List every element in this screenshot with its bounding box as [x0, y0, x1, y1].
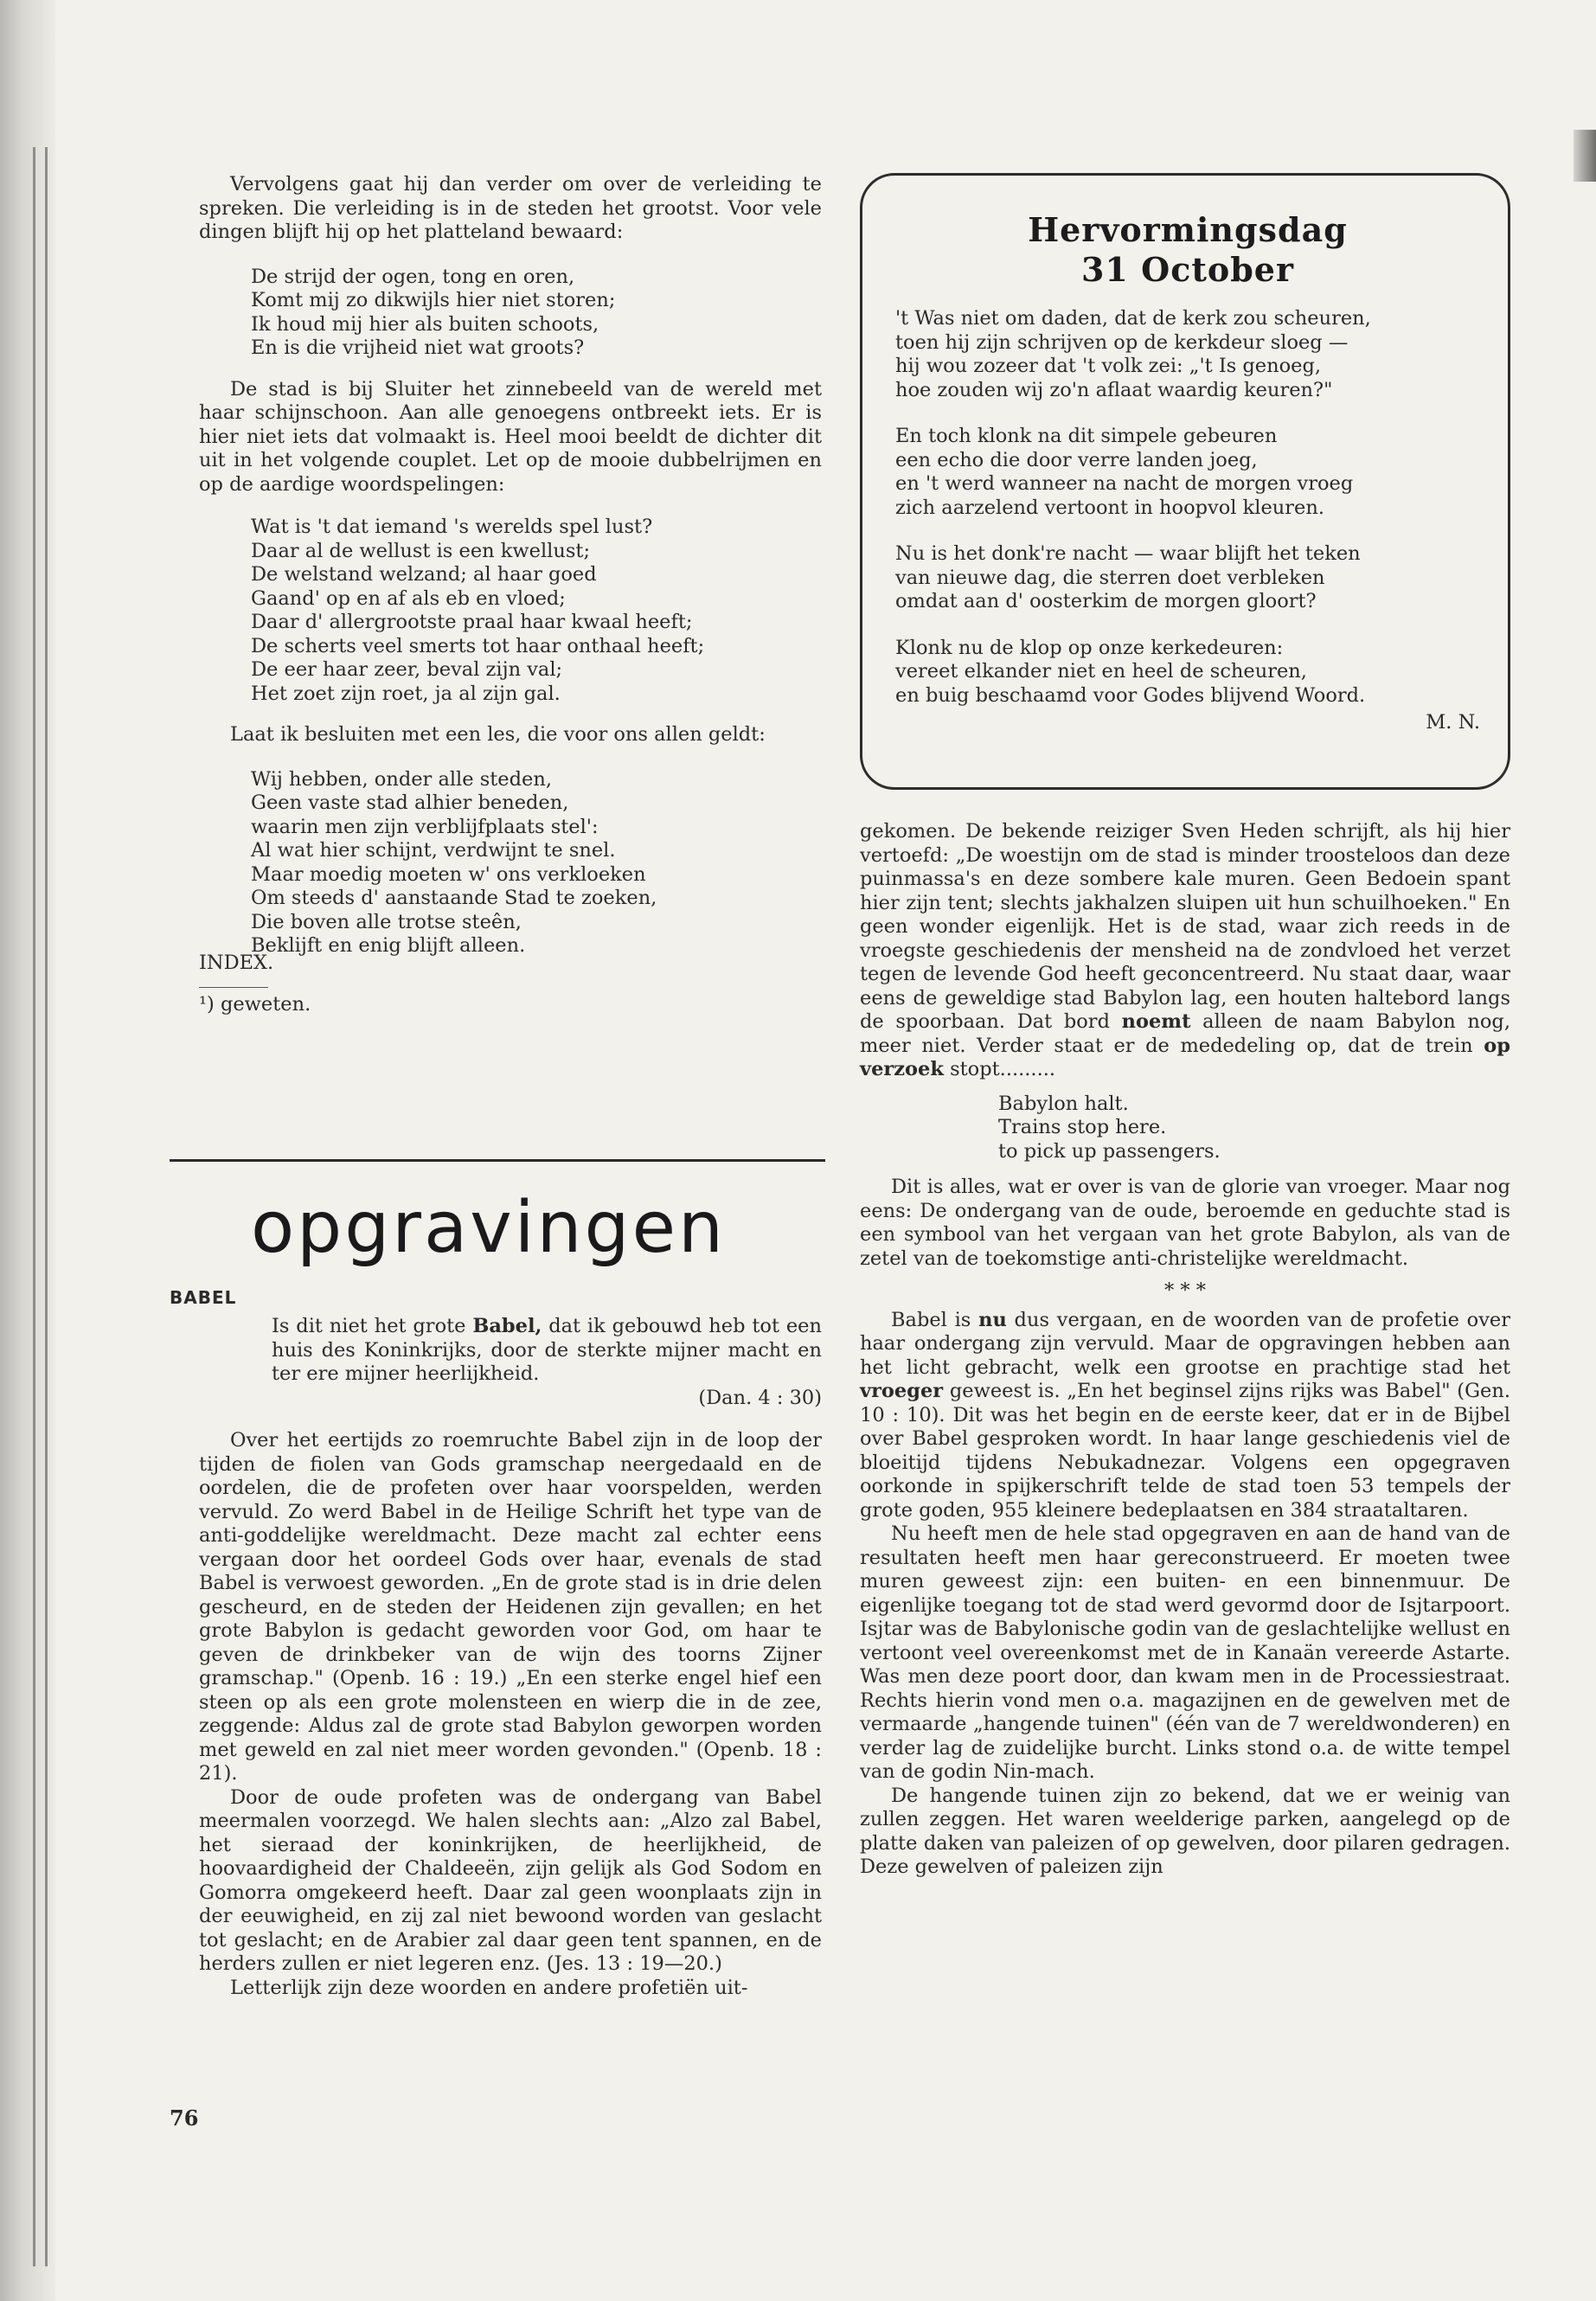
verse-line: Daar al de wellust is een kwellust;: [251, 539, 591, 562]
paragraph-text: dus vergaan, en de woorden van de profetie over haar ondergang zijn vervuld. Maar de opgravingen hebben aan het licht gebracht, welk een grootse en prachtige stad het: [860, 1308, 1510, 1379]
binding-line: [33, 147, 35, 2266]
verse-stanza: [251, 266, 822, 361]
paragraph-text: stopt.........: [943, 1058, 1056, 1080]
sign-line: Babylon halt.: [998, 1092, 1129, 1115]
verse-line: De strijd der ogen, tong en oren,: [251, 265, 575, 288]
emphasis: noemt: [1121, 1010, 1191, 1033]
poem-stanza: [895, 307, 1480, 402]
footnote: ¹) geweten.: [199, 993, 311, 1016]
paragraph: Dit is alles, wat er over is van de glorie van vroeger. Maar nog eens: De ondergang van de oude, beroemde en geduchte stad is een symbool van het vergaan van het grote Babylon, als van de zetel van de toekomstige anti-christelijke wereldmacht.: [860, 1176, 1510, 1270]
verse-line: Nu is het donk're nacht — waar blijft het teken: [895, 542, 1361, 565]
verse-line: De eer haar zeer, beval zijn val;: [251, 658, 563, 681]
poem-stanza: [895, 425, 1480, 520]
verse-line: hij wou zozeer dat 't volk zei: „'t Is genoeg,: [895, 355, 1322, 377]
poem-stanza: [895, 637, 1480, 708]
verse-line: omdat aan d' oosterkim de morgen gloort?: [895, 590, 1317, 612]
verse-line: Die boven alle trotse steên,: [251, 910, 522, 933]
verse-line: Beklijft en enig blijft alleen.: [251, 934, 526, 957]
verse-line: 't Was niet om daden, dat de kerk zou scheuren,: [895, 307, 1371, 330]
quote-bold: Babel,: [472, 1315, 542, 1337]
page-edge-shadow: [1574, 130, 1596, 182]
paragraph: [860, 1309, 1510, 1523]
verse-line: vereet elkander niet en heel de scheuren,: [895, 660, 1307, 683]
verse-line: Ik houd mij hier als buiten schoots,: [251, 312, 599, 336]
verse-line: Komt mij zo dikwijls hier niet storen;: [251, 289, 616, 311]
paragraph-text: geweest is. „En het beginsel zijns rijks was Babel" (Gen. 10 : 10). Dit was het begin en de eerste keer, dat er in de Bijbel over Babel gesproken wordt. In haar lange geschiedenis viel de bloeitijd tijdens Nebukadnezar. Volgens een opgegraven oorkonde in spijkerschrift telde de stad toen 53 tempels der grote goden, 955 kleinere bedeplaatsen en 384 straataltaren.: [860, 1380, 1510, 1522]
verse-stanza: [251, 516, 822, 706]
verse-line: en buig beschaamd voor Godes blijvend Woord.: [895, 683, 1366, 707]
right-column: [860, 820, 1510, 1880]
emphasis: vroeger: [860, 1380, 944, 1402]
quote-text: dat ik gebouwd heb tot een huis des Koninkrijks, door de sterkte mijner macht en ter ere mijner heerlijkheid.: [272, 1315, 822, 1385]
scripture-quote: [272, 1315, 822, 1410]
verse-line: toen hij zijn schrijven op de kerkdeur sloeg —: [895, 330, 1349, 354]
paragraph: Laat ik besluiten met een les, die voor ons allen geldt:: [230, 723, 766, 746]
paragraph: Vervolgens gaat hij dan verder om over de verleiding te spreken. Die verleiding is in de steden het grootst. Voor vele dingen blijft hij op het platteland bewaard:: [199, 173, 822, 243]
quote-text: Is dit niet het grote: [272, 1315, 473, 1337]
paragraph-text: Babel is: [891, 1308, 979, 1331]
paragraph: Nu heeft men de hele stad opgegraven en aan de hand van de resultaten heeft men haar gereconstrueerd. Er moeten twee muren geweest zijn: een buiten- en een binnenmuur. De eigenlijke toegang tot de stad werd gevormd door de Isjtarpoort. Isjtar was de Babylonische godin van de geslachtelijke wellust en vertoont veel overeenkomst met de in Kanaän vereerde Astarte. Was men deze poort door, dan kwam men in de Processiestraat. Rechts hierin vond men o.a. magazijnen en de gewelven met de vermaarde „hangende tuinen" (één van de 7 wereldwonderen) en verder lag de zuidelijke burcht. Links stond o.a. de witte tempel van de godin Nin-mach.: [860, 1522, 1510, 1783]
poem-box: [860, 173, 1510, 790]
emphasis: nu: [978, 1308, 1007, 1331]
left-column-bottom: [199, 1315, 822, 2000]
emphasis: op verzoek: [860, 1034, 1510, 1080]
paragraph-text: gekomen. De bekende reiziger Sven Heden schrijft, als hij hier vertoefd: „De woestijn om de stad is minder troosteloos dan deze puinmassa's en deze sombere kale muren. Geen Bedoein spant hier zijn tent; slechts jakhalzen sluipen uit hun schuilhoeken." En geen wonder eigenlijk. Het is de stad, waar zich reeds in de vroegste geschiedenis der mensheid na de zondvloed het verzet tegen de levende God heeft geconcentreerd. Nu staat daar, waar eens de geweldige stad Babylon lag, een houten haltebord langs de spoorbaan. Dat bord: [860, 820, 1510, 1033]
verse-line: Maar moedig moeten w' ons verkloeken: [251, 862, 646, 886]
verse-line: De welstand welzand; al haar goed: [251, 563, 597, 586]
section-subheading: BABEL: [170, 1287, 237, 1308]
page-binding: [0, 0, 55, 2301]
poem-title: Hervormingsdag: [1028, 210, 1348, 249]
poem-stanza: [895, 542, 1480, 614]
verse-line: Gaand' op en af als eb en vloed;: [251, 586, 566, 610]
quote-reference: (Dan. 4 : 30): [698, 1386, 822, 1409]
binding-line: [45, 147, 48, 2266]
section-rule: [170, 1159, 825, 1162]
sign-line: Trains stop here.: [998, 1116, 1167, 1138]
verse-line: Het zoet zijn roet, ja al zijn gal.: [251, 682, 561, 705]
paragraph: De stad is bij Sluiter het zinnebeeld van de wereld met haar schijnschoon. Aan alle genoegens ontbreekt iets. Er is hier niet iets dat volmaakt is. Heel mooi beeldt de dichter dit uit in het volgende couplet. Let op de mooie dubbelrijmen en op de aardige woordspelingen:: [199, 377, 822, 496]
verse-line: De scherts veel smerts tot haar onthaal heeft;: [251, 634, 705, 657]
paragraph: Letterlijk zijn deze woorden en andere profetiën uit-: [230, 1976, 748, 1999]
verse-line: Geen vaste stad alhier beneden,: [251, 792, 569, 814]
poem-box-content: [895, 210, 1480, 754]
footnote-rule: [199, 987, 268, 988]
verse-line: Al wat hier schijnt, verdwijnt te snel.: [251, 839, 616, 862]
verse-line: En toch klonk na dit simpele gebeuren: [895, 425, 1278, 447]
paragraph: Over het eertijds zo roemruchte Babel zijn in de loop der tijden de fiolen van Gods gramschap neergedaald en de oordelen, die de profeten over haar voorspelden, werden vervuld. Zo werd Babel in de Heilige Schrift het type van de anti-goddelijke wereldmacht. Deze macht zal echter eens vergaan door het oordeel Gods over haar, evenals de stad Babel is verwoest geworden. „En de grote stad is in drie delen gescheurd, en de steden der Heidenen zijn gevallen; en het grote Babylon is gedacht geworden voor God, om haar te geven de drinkbeker van de wijn des toorns Zijner gramschap." (Openb. 16 : 19.) „En een sterke engel hief een steen op als een grote molensteen en wierp die in de zee, zeggende: Aldus zal de grote stad Babylon geworpen worden met geweld en zal niet meer worden gevonden." (Openb. 18 : 21).: [199, 1429, 822, 1785]
verse-line: een echo die door verre landen joeg,: [895, 448, 1258, 471]
verse-line: En is die vrijheid niet wat groots?: [251, 336, 585, 359]
verse-line: Wat is 't dat iemand 's werelds spel lust?: [251, 516, 653, 538]
verse-line: hoe zouden wij zo'n aflaat waardig keuren?": [895, 378, 1333, 401]
verse-line: Om steeds d' aanstaande Stad te zoeken,: [251, 887, 657, 909]
paragraph: Door de oude profeten was de ondergang van Babel meermalen voorzegd. We halen slechts aan: „Alzo zal Babel, het sieraad der koninkrijken, de heerlijkheid, de hoovaardigheid der Chaldeeën, zijn gelijk als God Sodom en Gomorra omgekeerd heeft. Daar zal geen woonplaats zijn in der eeuwigheid, en zij zal niet bewoond worden van geslacht tot geslacht; en de Arabier zal daar geen tent spannen, en de herders zullen er niet legeren enz. (Jes. 13 : 19—20.): [199, 1785, 822, 1975]
verse-line: zich aarzelend vertoont in hoopvol kleuren.: [895, 496, 1324, 519]
page-number: 76: [170, 2106, 199, 2131]
section-heading: opgravingen: [251, 1187, 726, 1269]
section-divider-stars: * * *: [1163, 1279, 1207, 1302]
poem-date: 31 October: [1080, 250, 1294, 289]
left-column-top: [199, 173, 822, 1017]
paragraph: [860, 820, 1510, 1082]
verse-line: van nieuwe dag, die sterren doet verbleken: [895, 566, 1325, 589]
sign-line: to pick up passengers.: [998, 1139, 1221, 1163]
author-signature: INDEX.: [199, 951, 274, 974]
verse-stanza: [251, 768, 822, 958]
verse-line: Klonk nu de klop op onze kerkedeuren:: [895, 636, 1284, 659]
verse-line: Wij hebben, onder alle steden,: [251, 767, 552, 791]
poem-signature: M. N.: [1426, 711, 1480, 734]
verse-line: Daar d' allergrootste praal haar kwaal heeft;: [251, 611, 693, 633]
paragraph-text: alleen de naam Babylon nog, meer niet. Verder staat er de mededeling op, dat de trein: [860, 1010, 1510, 1057]
station-sign-text: [998, 1093, 1510, 1164]
paragraph: De hangende tuinen zijn zo bekend, dat we er weinig van zullen zeggen. Het waren weelderige parken, aangelegd op de platte daken van paleizen of op gewelven, door pilaren gedragen. Deze gewelven of paleizen zijn: [860, 1784, 1510, 1878]
verse-line: en 't werd wanneer na nacht de morgen vroeg: [895, 472, 1354, 495]
verse-line: waarin men zijn verblijfplaats stel':: [251, 815, 599, 838]
